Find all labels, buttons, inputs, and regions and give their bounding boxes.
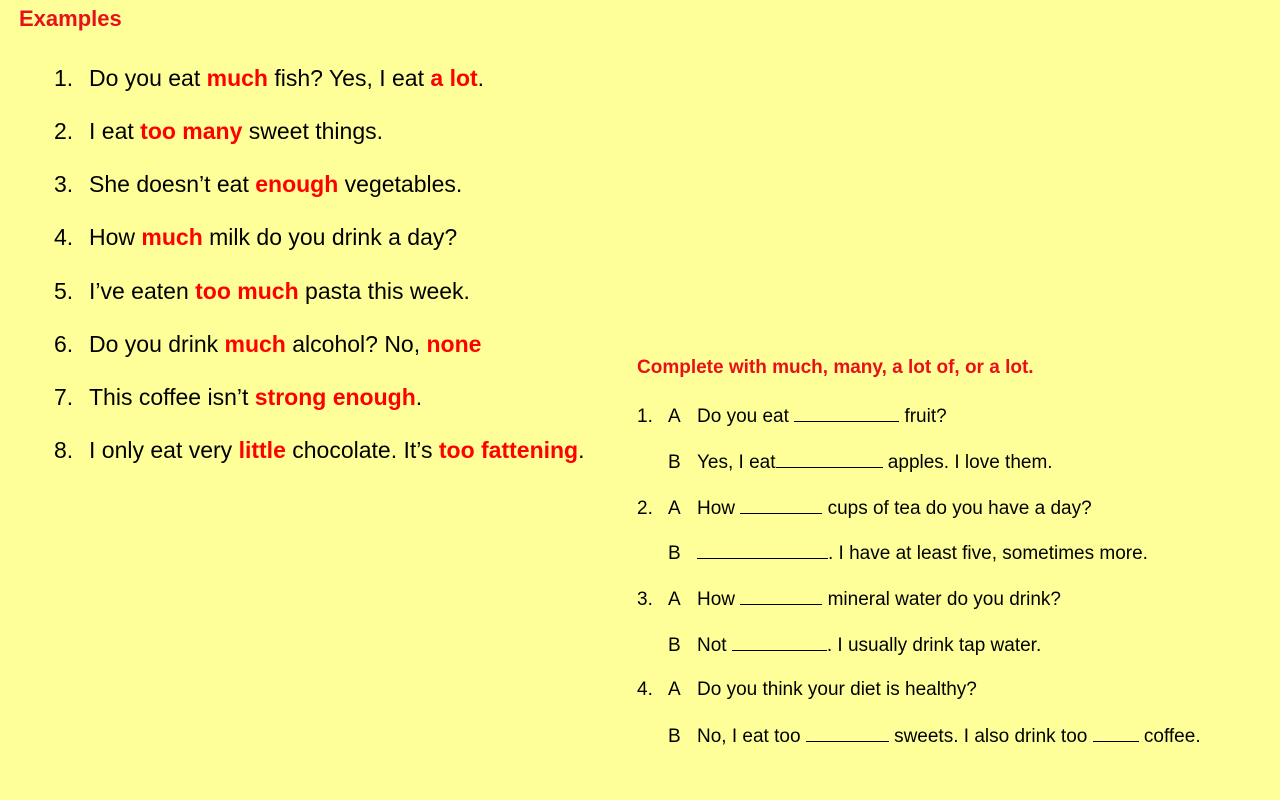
answer-blank[interactable] bbox=[776, 449, 883, 468]
exercise-q1-b: B Yes, I eat apples. I love them. bbox=[668, 449, 1053, 476]
answer-blank[interactable] bbox=[806, 723, 889, 742]
exercise-q3-a: 3. A How mineral water do you drink? bbox=[637, 586, 1061, 613]
answer-blank[interactable] bbox=[732, 632, 827, 651]
example-item-3: 3. She doesn’t eat enough vegetables. bbox=[54, 171, 463, 197]
exercise-q2-a: 2. A How cups of tea do you have a day? bbox=[637, 495, 1092, 522]
exercise-q4-a: 4. A Do you think your diet is healthy? bbox=[637, 679, 977, 700]
answer-blank[interactable] bbox=[794, 403, 899, 422]
example-item-4: 4. How much milk do you drink a day? bbox=[54, 224, 458, 250]
example-item-7: 7. This coffee isn’t strong enough. bbox=[54, 384, 423, 410]
answer-blank[interactable] bbox=[1093, 723, 1139, 742]
examples-heading: Examples bbox=[19, 6, 122, 31]
answer-blank[interactable] bbox=[697, 540, 828, 559]
answer-blank[interactable] bbox=[740, 586, 822, 605]
exercise-q3-b: B Not . I usually drink tap water. bbox=[668, 632, 1041, 659]
exercise-q2-b: B . I have at least five, sometimes more. bbox=[668, 540, 1148, 567]
example-item-1: 1. Do you eat much fish? Yes, I eat a lot. bbox=[54, 65, 485, 91]
example-item-2: 2. I eat too many sweet things. bbox=[54, 118, 384, 144]
exercise-title: Complete with much, many, a lot of, or a lot. bbox=[637, 357, 1034, 378]
exercise-q1-a: 1. A Do you eat fruit? bbox=[637, 403, 947, 430]
exercise-q4-b: B No, I eat too sweets. I also drink too coffee. bbox=[668, 723, 1201, 750]
example-item-8: 8. I only eat very little chocolate. It’s too fattening. bbox=[54, 437, 585, 463]
example-item-6: 6. Do you drink much alcohol? No, none bbox=[54, 331, 482, 357]
example-item-5: 5. I’ve eaten too much pasta this week. bbox=[54, 278, 470, 304]
answer-blank[interactable] bbox=[740, 495, 822, 514]
